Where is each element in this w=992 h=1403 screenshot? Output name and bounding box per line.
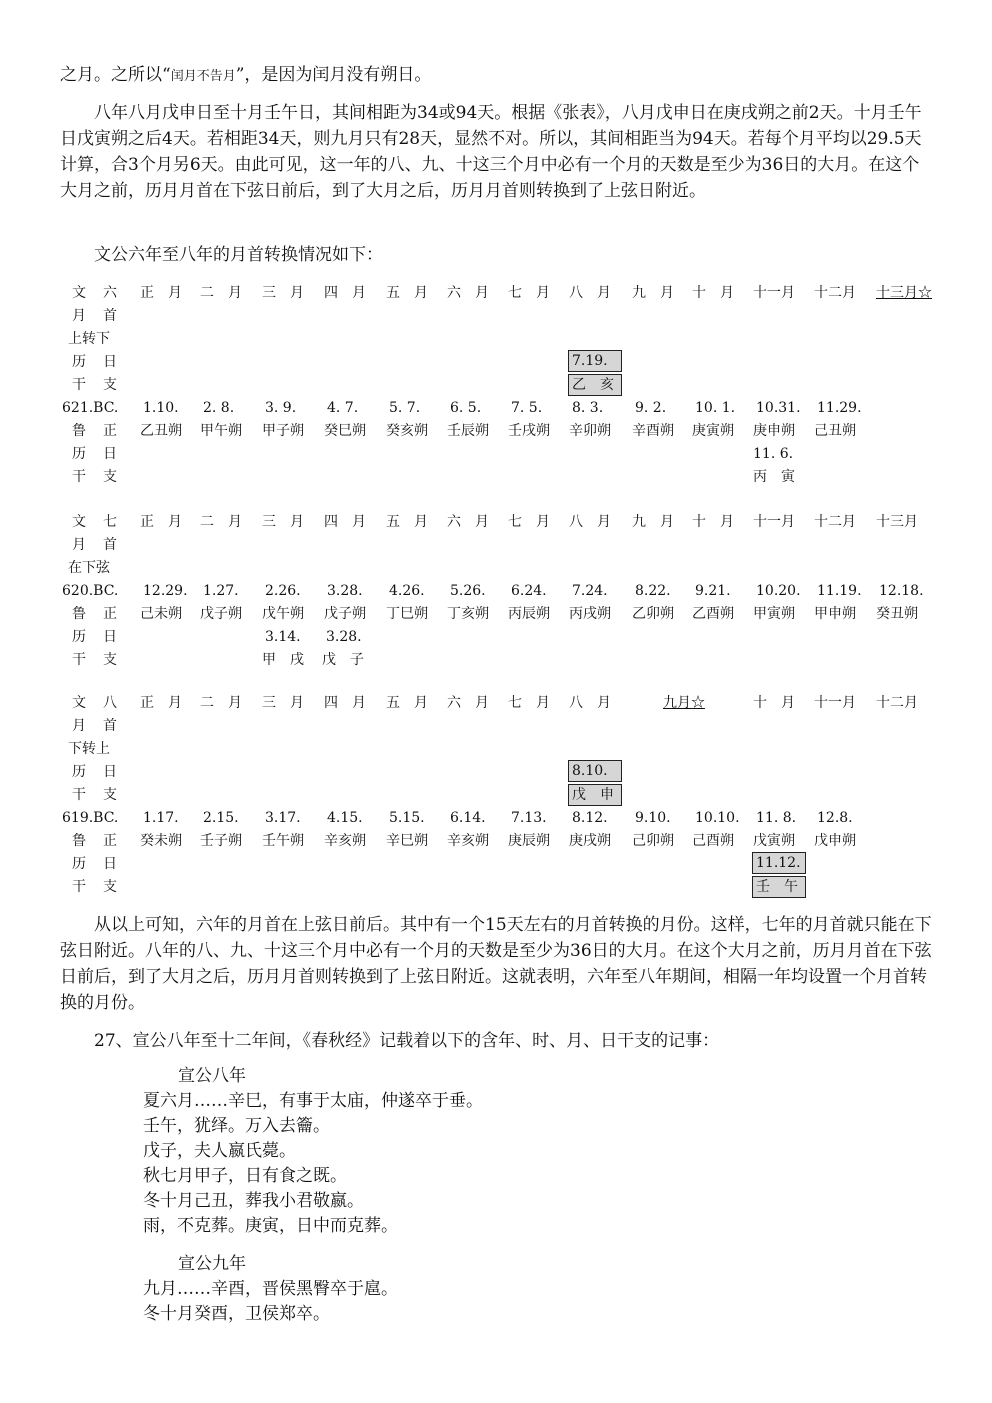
month-header: 四 月 xyxy=(324,695,366,711)
ganzhi-cell: 壬辰朔 xyxy=(447,423,489,439)
date-cell: 11. 8. xyxy=(756,810,797,826)
date-cell: 4.26. xyxy=(389,583,425,599)
highlight-ganzhi: 壬 午 xyxy=(752,876,806,898)
highlight-ganzhi: 乙 亥 xyxy=(568,374,622,396)
row-label: 历 xyxy=(72,629,86,645)
row-label: 正 xyxy=(103,606,117,622)
date-cell: 8. 3. xyxy=(572,400,604,416)
month-header: 七 月 xyxy=(508,514,550,530)
ganzhi-cell: 乙酉朔 xyxy=(692,606,734,622)
row-label: 支 xyxy=(103,879,117,895)
ganzhi-cell: 壬子朔 xyxy=(200,833,242,849)
month-header: 五 月 xyxy=(386,695,428,711)
row-label: 支 xyxy=(103,469,117,485)
month-header: 六 月 xyxy=(447,695,489,711)
row-label: 历 xyxy=(72,446,86,462)
month-header: 二 月 xyxy=(200,514,242,530)
date-cell: 4.15. xyxy=(327,810,363,826)
ganzhi-cell: 丁巳朔 xyxy=(386,606,428,622)
month-header: 四 月 xyxy=(324,285,366,301)
month-header: 九 月 xyxy=(632,285,674,301)
row-label: 月 xyxy=(72,537,86,553)
text-span: 之月。之所以“ xyxy=(60,65,171,85)
date-cell: 1.27. xyxy=(203,583,239,599)
ganzhi-cell: 己未朔 xyxy=(140,606,182,622)
date-cell: 3.28. xyxy=(327,583,363,599)
row-label: 干 xyxy=(72,879,86,895)
date-cell: 3.14. xyxy=(265,629,301,645)
ganzhi-cell: 己卯朔 xyxy=(632,833,674,849)
row-label: 支 xyxy=(103,787,117,803)
record-line: 秋七月甲子，日有食之既。 xyxy=(143,1166,347,1186)
date-cell: 6.24. xyxy=(511,583,547,599)
row-label: 八 xyxy=(103,695,117,711)
ganzhi-cell: 乙丑朔 xyxy=(140,423,182,439)
month-header: 十 月 xyxy=(753,695,795,711)
date-cell: 12.18. xyxy=(879,583,924,599)
row-label: 月 xyxy=(72,308,86,324)
date-cell: 11. 6. xyxy=(753,446,794,462)
record-heading: 宣公八年 xyxy=(178,1066,246,1086)
ganzhi-cell: 壬戌朔 xyxy=(508,423,550,439)
date-cell: 3.17. xyxy=(265,810,301,826)
row-label: 鲁 xyxy=(72,606,86,622)
date-cell: 7. 5. xyxy=(511,400,543,416)
month-header: 十一月 xyxy=(814,695,856,711)
ganzhi-cell: 丙戌朔 xyxy=(569,606,611,622)
month-header: 九 月 xyxy=(632,514,674,530)
ganzhi-cell: 戊午朔 xyxy=(262,606,304,622)
row-label: 日 xyxy=(103,856,117,872)
ganzhi-cell: 辛亥朔 xyxy=(447,833,489,849)
row-label: 下转上 xyxy=(68,741,110,757)
record-line: 雨，不克葬。庚寅，日中而克葬。 xyxy=(143,1216,398,1236)
row-label: 干 xyxy=(72,377,86,393)
row-label: 正 xyxy=(103,833,117,849)
month-header: 三 月 xyxy=(262,695,304,711)
ganzhi-cell: 甲午朔 xyxy=(200,423,242,439)
row-label: 日 xyxy=(103,446,117,462)
ganzhi-cell: 丙辰朔 xyxy=(508,606,550,622)
year-label: 621.BC. xyxy=(62,400,119,416)
record-line: 冬十月癸酉，卫侯郑卒。 xyxy=(143,1304,330,1324)
month-header: 八 月 xyxy=(569,514,611,530)
ganzhi-cell: 辛卯朔 xyxy=(569,423,611,439)
date-cell: 7.24. xyxy=(572,583,608,599)
month-header: 六 月 xyxy=(447,514,489,530)
month-header: 十三月☆ xyxy=(876,285,932,301)
date-cell: 9.10. xyxy=(635,810,671,826)
row-label: 六 xyxy=(103,285,117,301)
ganzhi-cell: 甲寅朔 xyxy=(753,606,795,622)
date-cell: 10.20. xyxy=(756,583,801,599)
ganzhi-cell: 辛巳朔 xyxy=(386,833,428,849)
month-header: 十二月 xyxy=(814,285,856,301)
ganzhi-cell: 丁亥朔 xyxy=(447,606,489,622)
ganzhi-cell: 庚寅朔 xyxy=(692,423,734,439)
highlight-ganzhi: 戊 申 xyxy=(568,784,622,806)
row-label: 正 xyxy=(103,423,117,439)
paragraph-2: 文公六年至八年的月首转换情况如下： xyxy=(94,245,383,265)
row-label: 七 xyxy=(103,514,117,530)
month-header: 五 月 xyxy=(386,514,428,530)
row-label: 文 xyxy=(72,514,86,530)
row-label: 上转下 xyxy=(68,331,110,347)
row-label: 支 xyxy=(103,652,117,668)
month-header: 十二月 xyxy=(814,514,856,530)
month-header: 正 月 xyxy=(140,514,182,530)
month-header: 五 月 xyxy=(386,285,428,301)
ganzhi-cell: 甲申朔 xyxy=(814,606,856,622)
month-header: 二 月 xyxy=(200,695,242,711)
row-label: 日 xyxy=(103,629,117,645)
month-header: 三 月 xyxy=(262,514,304,530)
record-line: 夏六月……辛巳，有事于太庙，仲遂卒于垂。 xyxy=(143,1091,483,1111)
ganzhi-cell: 庚申朔 xyxy=(753,423,795,439)
row-label: 首 xyxy=(103,308,117,324)
ganzhi-cell: 己酉朔 xyxy=(692,833,734,849)
date-cell: 7.13. xyxy=(511,810,547,826)
date-cell: 1.10. xyxy=(143,400,179,416)
month-header: 七 月 xyxy=(508,285,550,301)
record-line: 戊子，夫人嬴氏薨。 xyxy=(143,1141,296,1161)
date-cell: 5. 7. xyxy=(389,400,421,416)
ganzhi-cell: 戊寅朔 xyxy=(753,833,795,849)
record-heading: 宣公九年 xyxy=(178,1254,246,1274)
row-label: 首 xyxy=(103,537,117,553)
paragraph-1: 八年八月戊申日至十月壬午日，其间相距为34或94天。根据《张表》，八月戊申日在庚戌朔之前2天。十月壬午日戊寅朔之后4天。若相距34天，则九月只有28天，显然不对。所以，其间相距当为94天。若每个月平均以29.5天计算，合3个月另6天。由此可见，这一年的八、九、十这三个月中必有一个月的天数是至少为36日的大月。在这个大月之前，历月月首在下弦日前后，到了大月之后，历月月首则转换到了上弦日附近。 xyxy=(60,103,922,201)
ganzhi-cell: 癸丑朔 xyxy=(876,606,918,622)
ganzhi-cell: 辛酉朔 xyxy=(632,423,674,439)
row-label: 文 xyxy=(72,695,86,711)
month-header: 八 月 xyxy=(569,695,611,711)
date-cell: 1.17. xyxy=(143,810,179,826)
record-line: 九月……辛酉，晋侯黑臀卒于扈。 xyxy=(143,1279,398,1299)
month-header: 二 月 xyxy=(200,285,242,301)
ganzhi-cell: 辛亥朔 xyxy=(324,833,366,849)
month-header: 四 月 xyxy=(324,514,366,530)
month-header: 正 月 xyxy=(140,285,182,301)
ganzhi-cell: 乙卯朔 xyxy=(632,606,674,622)
year-label: 620.BC. xyxy=(62,583,119,599)
ganzhi-cell: 甲 戌 xyxy=(262,652,304,668)
date-cell: 8.12. xyxy=(572,810,608,826)
month-header: 十 月 xyxy=(692,285,734,301)
row-label: 月 xyxy=(72,718,86,734)
month-header: 十一月 xyxy=(753,514,795,530)
date-cell: 2.26. xyxy=(265,583,301,599)
date-cell: 2. 8. xyxy=(203,400,235,416)
ganzhi-cell: 庚辰朔 xyxy=(508,833,550,849)
highlight-date: 8.10. xyxy=(568,760,622,782)
ganzhi-cell: 戊子朔 xyxy=(200,606,242,622)
date-cell: 9.21. xyxy=(695,583,731,599)
row-label: 在下弦 xyxy=(68,560,110,576)
ganzhi-cell: 癸巳朔 xyxy=(324,423,366,439)
ganzhi-cell: 癸亥朔 xyxy=(386,423,428,439)
month-header: 十一月 xyxy=(753,285,795,301)
row-label: 历 xyxy=(72,764,86,780)
date-cell: 8.22. xyxy=(635,583,671,599)
ganzhi-cell: 甲子朔 xyxy=(262,423,304,439)
date-cell: 6. 5. xyxy=(450,400,482,416)
date-cell: 10.10. xyxy=(695,810,740,826)
row-label: 日 xyxy=(103,354,117,370)
quote-span: 闰月不告月 xyxy=(170,69,236,84)
date-cell: 2.15. xyxy=(203,810,239,826)
month-header: 十 月 xyxy=(692,514,734,530)
row-label: 首 xyxy=(103,718,117,734)
year-label: 619.BC. xyxy=(62,810,119,826)
date-cell: 11.29. xyxy=(817,400,862,416)
date-cell: 3. 9. xyxy=(265,400,297,416)
date-cell: 10.31. xyxy=(756,400,801,416)
paragraph-0 xyxy=(60,62,936,90)
row-label: 干 xyxy=(72,469,86,485)
month-header: 三 月 xyxy=(262,285,304,301)
date-cell: 12.8. xyxy=(817,810,853,826)
date-cell: 5.26. xyxy=(450,583,486,599)
ganzhi-cell: 戊 子 xyxy=(322,652,364,668)
month-header: 九月☆ xyxy=(663,695,705,711)
month-header: 七 月 xyxy=(508,695,550,711)
row-label: 干 xyxy=(72,652,86,668)
text-span: ”，是因为闰月没有朔日。 xyxy=(235,65,432,85)
date-cell: 11.19. xyxy=(817,583,862,599)
date-cell: 6.14. xyxy=(450,810,486,826)
paragraph-3: 从以上可知，六年的月首在上弦日前后。其中有一个15天左右的月首转换的月份。这样，七年的月首就只能在下弦日附近。八年的八、九、十这三个月中必有一个月的天数是至少为36日的大月。在这个大月之前，历月月首在下弦日前后，到了大月之后，历月月首则转换到了上弦日附近。这就表明，六年至八年期间，相隔一年均设置一个月首转换的月份。 xyxy=(60,915,932,1013)
row-label: 鲁 xyxy=(72,423,86,439)
ganzhi-cell: 壬午朔 xyxy=(262,833,304,849)
row-label: 日 xyxy=(103,764,117,780)
record-line: 壬午，犹绎。万入去籥。 xyxy=(143,1116,330,1136)
month-header: 六 月 xyxy=(447,285,489,301)
highlight-date: 11.12. xyxy=(752,852,806,874)
month-header: 十三月 xyxy=(876,514,918,530)
date-cell: 9. 2. xyxy=(635,400,667,416)
row-label: 历 xyxy=(72,856,86,872)
ganzhi-cell: 戊子朔 xyxy=(324,606,366,622)
highlight-date: 7.19. xyxy=(568,350,622,372)
ganzhi-cell: 庚戌朔 xyxy=(569,833,611,849)
ganzhi-cell: 己丑朔 xyxy=(814,423,856,439)
date-cell: 5.15. xyxy=(389,810,425,826)
row-label: 文 xyxy=(72,285,86,301)
ganzhi-cell: 戊申朔 xyxy=(814,833,856,849)
row-label: 支 xyxy=(103,377,117,393)
record-line: 冬十月己丑，葬我小君敬嬴。 xyxy=(143,1191,364,1211)
month-header: 八 月 xyxy=(569,285,611,301)
month-header: 正 月 xyxy=(140,695,182,711)
month-header: 十二月 xyxy=(876,695,918,711)
date-cell: 4. 7. xyxy=(327,400,359,416)
date-cell: 10. 1. xyxy=(695,400,736,416)
ganzhi-cell: 癸未朔 xyxy=(140,833,182,849)
date-cell: 3.28. xyxy=(326,629,362,645)
row-label: 鲁 xyxy=(72,833,86,849)
row-label: 历 xyxy=(72,354,86,370)
row-label: 干 xyxy=(72,787,86,803)
paragraph-4: 27、宣公八年至十二年间，《春秋经》记载着以下的含年、时、月、日干支的记事： xyxy=(94,1031,720,1051)
ganzhi-cell: 丙 寅 xyxy=(753,469,795,485)
date-cell: 12.29. xyxy=(143,583,188,599)
